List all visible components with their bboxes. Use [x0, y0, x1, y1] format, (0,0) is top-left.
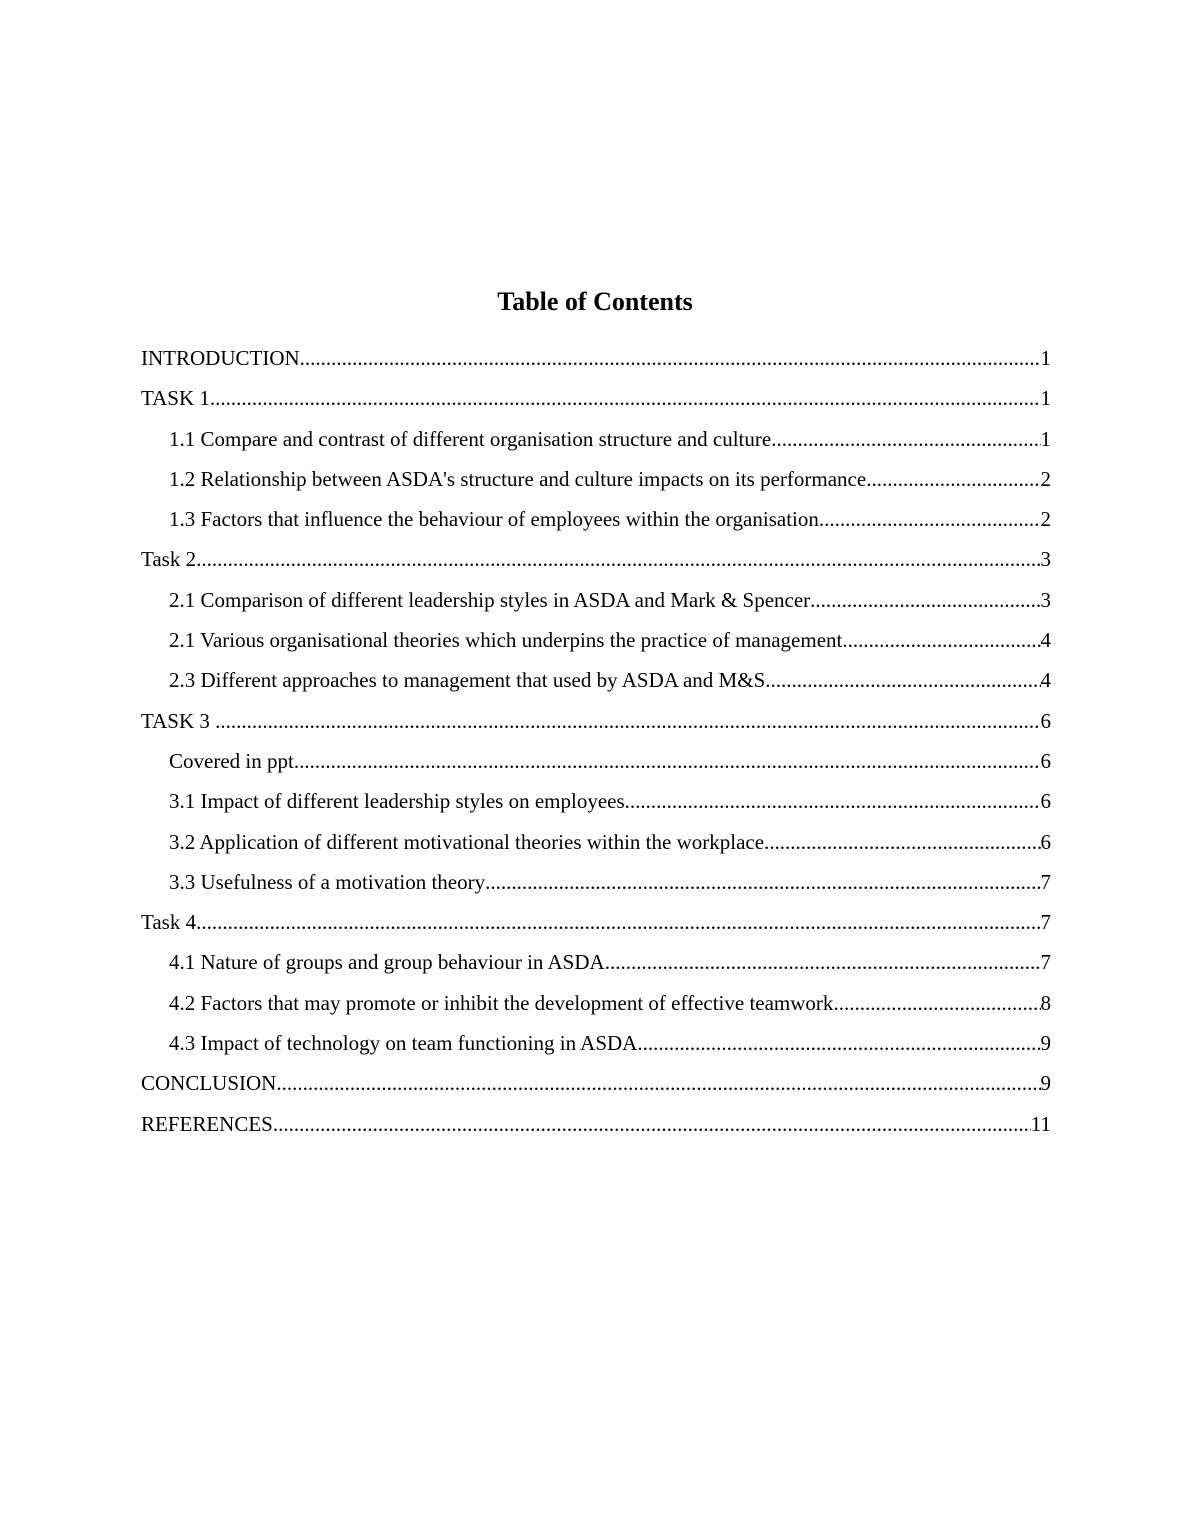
toc-leader-dots — [196, 541, 1040, 577]
toc-entry-text: REFERENCES — [141, 1111, 273, 1136]
toc-entry-text: 1.3 Factors that influence the behaviour of employees within the organisation — [169, 507, 819, 532]
toc-entry-text: Covered in ppt — [169, 748, 294, 773]
toc-entry-page: 1 — [1040, 386, 1051, 411]
toc-entry-text: 2.1 Comparison of different leadership styles in ASDA and Mark & Spencer — [169, 587, 811, 612]
toc-entry[interactable] — [141, 1065, 1051, 1105]
toc-leader-dots — [196, 904, 1040, 940]
toc-entry-page: 3 — [1040, 547, 1051, 572]
toc-leader-dots — [625, 783, 1041, 819]
toc-entry-page: 7 — [1040, 950, 1051, 975]
toc-entry-text: 3.3 Usefulness of a motivation theory — [169, 869, 486, 894]
toc-entry-page: 1 — [1040, 426, 1051, 451]
toc-leader-dots — [637, 1025, 1040, 1061]
toc-leader-dots — [215, 703, 1040, 739]
toc-entry-page: 11 — [1030, 1111, 1051, 1136]
toc-entry[interactable] — [141, 904, 1051, 944]
toc-entry[interactable] — [141, 662, 1051, 702]
toc-entry[interactable] — [141, 622, 1051, 662]
toc-entry-page: 4 — [1040, 668, 1051, 693]
toc-entry-text: 2.3 Different approaches to management that used by ASDA and M&S — [169, 668, 766, 693]
toc-entry-text: 3.2 Application of different motivational theories within the workplace — [169, 829, 765, 854]
toc-entry-text: TASK 3 — [141, 708, 216, 733]
toc-leader-dots — [605, 944, 1041, 980]
toc-entry[interactable] — [141, 703, 1051, 743]
toc-leader-dots — [833, 985, 1040, 1021]
toc-entry-page: 1 — [1040, 346, 1051, 370]
toc-entry-text: 1.2 Relationship between ASDA's structure and culture impacts on its performance — [169, 466, 867, 491]
toc-entry-page: 6 — [1040, 789, 1051, 814]
toc-entry-page: 2 — [1040, 466, 1051, 491]
toc-leader-dots — [273, 1106, 1031, 1142]
toc-entry-text: 1.1 Compare and contrast of different organisation structure and culture — [169, 426, 772, 451]
toc-leader-dots — [771, 421, 1040, 457]
toc-entry-page: 6 — [1040, 748, 1051, 773]
toc-leader-dots — [485, 864, 1040, 900]
toc-entry-page: 7 — [1040, 869, 1051, 894]
toc-entry-page: 9 — [1040, 1031, 1051, 1056]
toc-leader-dots — [764, 824, 1040, 860]
toc-leader-dots — [294, 743, 1041, 779]
toc-entry-page: 8 — [1040, 990, 1051, 1015]
toc-entry[interactable] — [141, 461, 1051, 501]
toc-entry[interactable] — [141, 985, 1051, 1025]
toc-entry[interactable] — [141, 541, 1051, 581]
toc-entry[interactable] — [141, 743, 1051, 783]
toc-leader-dots — [300, 340, 1041, 376]
toc-entry[interactable] — [141, 1106, 1051, 1146]
toc-entry-text: 4.1 Nature of groups and group behaviour in ASDA — [169, 950, 605, 975]
toc-list — [141, 340, 1051, 1146]
toc-leader-dots — [842, 622, 1040, 658]
toc-leader-dots — [765, 662, 1040, 698]
toc-entry[interactable] — [141, 783, 1051, 823]
toc-leader-dots — [210, 380, 1041, 416]
toc-entry-page: 2 — [1040, 507, 1051, 532]
toc-entry[interactable] — [141, 421, 1051, 461]
toc-entry-page: 3 — [1040, 587, 1051, 612]
toc-leader-dots — [819, 501, 1041, 537]
toc-title: Table of Contents — [497, 287, 693, 316]
toc-entry-page: 6 — [1040, 829, 1051, 854]
toc-leader-dots — [866, 461, 1040, 497]
toc-leader-dots — [276, 1065, 1040, 1101]
toc-entry[interactable] — [141, 1025, 1051, 1065]
toc-entry-text: 2.1 Various organisational theories which underpins the practice of management — [169, 628, 843, 653]
toc-entry-text: TASK 1 — [141, 386, 210, 411]
toc-entry-page: 6 — [1040, 708, 1051, 733]
toc-entry[interactable] — [141, 380, 1051, 420]
toc-entry-text: INTRODUCTION — [141, 346, 300, 370]
toc-entry-text: 3.1 Impact of different leadership styles on employees — [169, 789, 625, 814]
toc-entry-page: 9 — [1040, 1071, 1051, 1096]
toc-entry-text: Task 4 — [141, 910, 197, 935]
toc-entry[interactable] — [141, 944, 1051, 984]
toc-entry[interactable] — [141, 864, 1051, 904]
toc-entry-page: 4 — [1040, 628, 1051, 653]
toc-leader-dots — [810, 582, 1040, 618]
toc-entry-text: Task 2 — [141, 547, 197, 572]
toc-entry-text: 4.2 Factors that may promote or inhibit the development of effective teamwork — [169, 990, 834, 1015]
toc-entry[interactable] — [141, 340, 1051, 380]
toc-entry-text: CONCLUSION — [141, 1071, 277, 1096]
toc-entry-page: 7 — [1040, 910, 1051, 935]
toc-entry[interactable] — [141, 824, 1051, 864]
toc-entry[interactable] — [141, 501, 1051, 541]
toc-entry-text: 4.3 Impact of technology on team functioning in ASDA — [169, 1031, 638, 1056]
toc-entry[interactable] — [141, 582, 1051, 622]
